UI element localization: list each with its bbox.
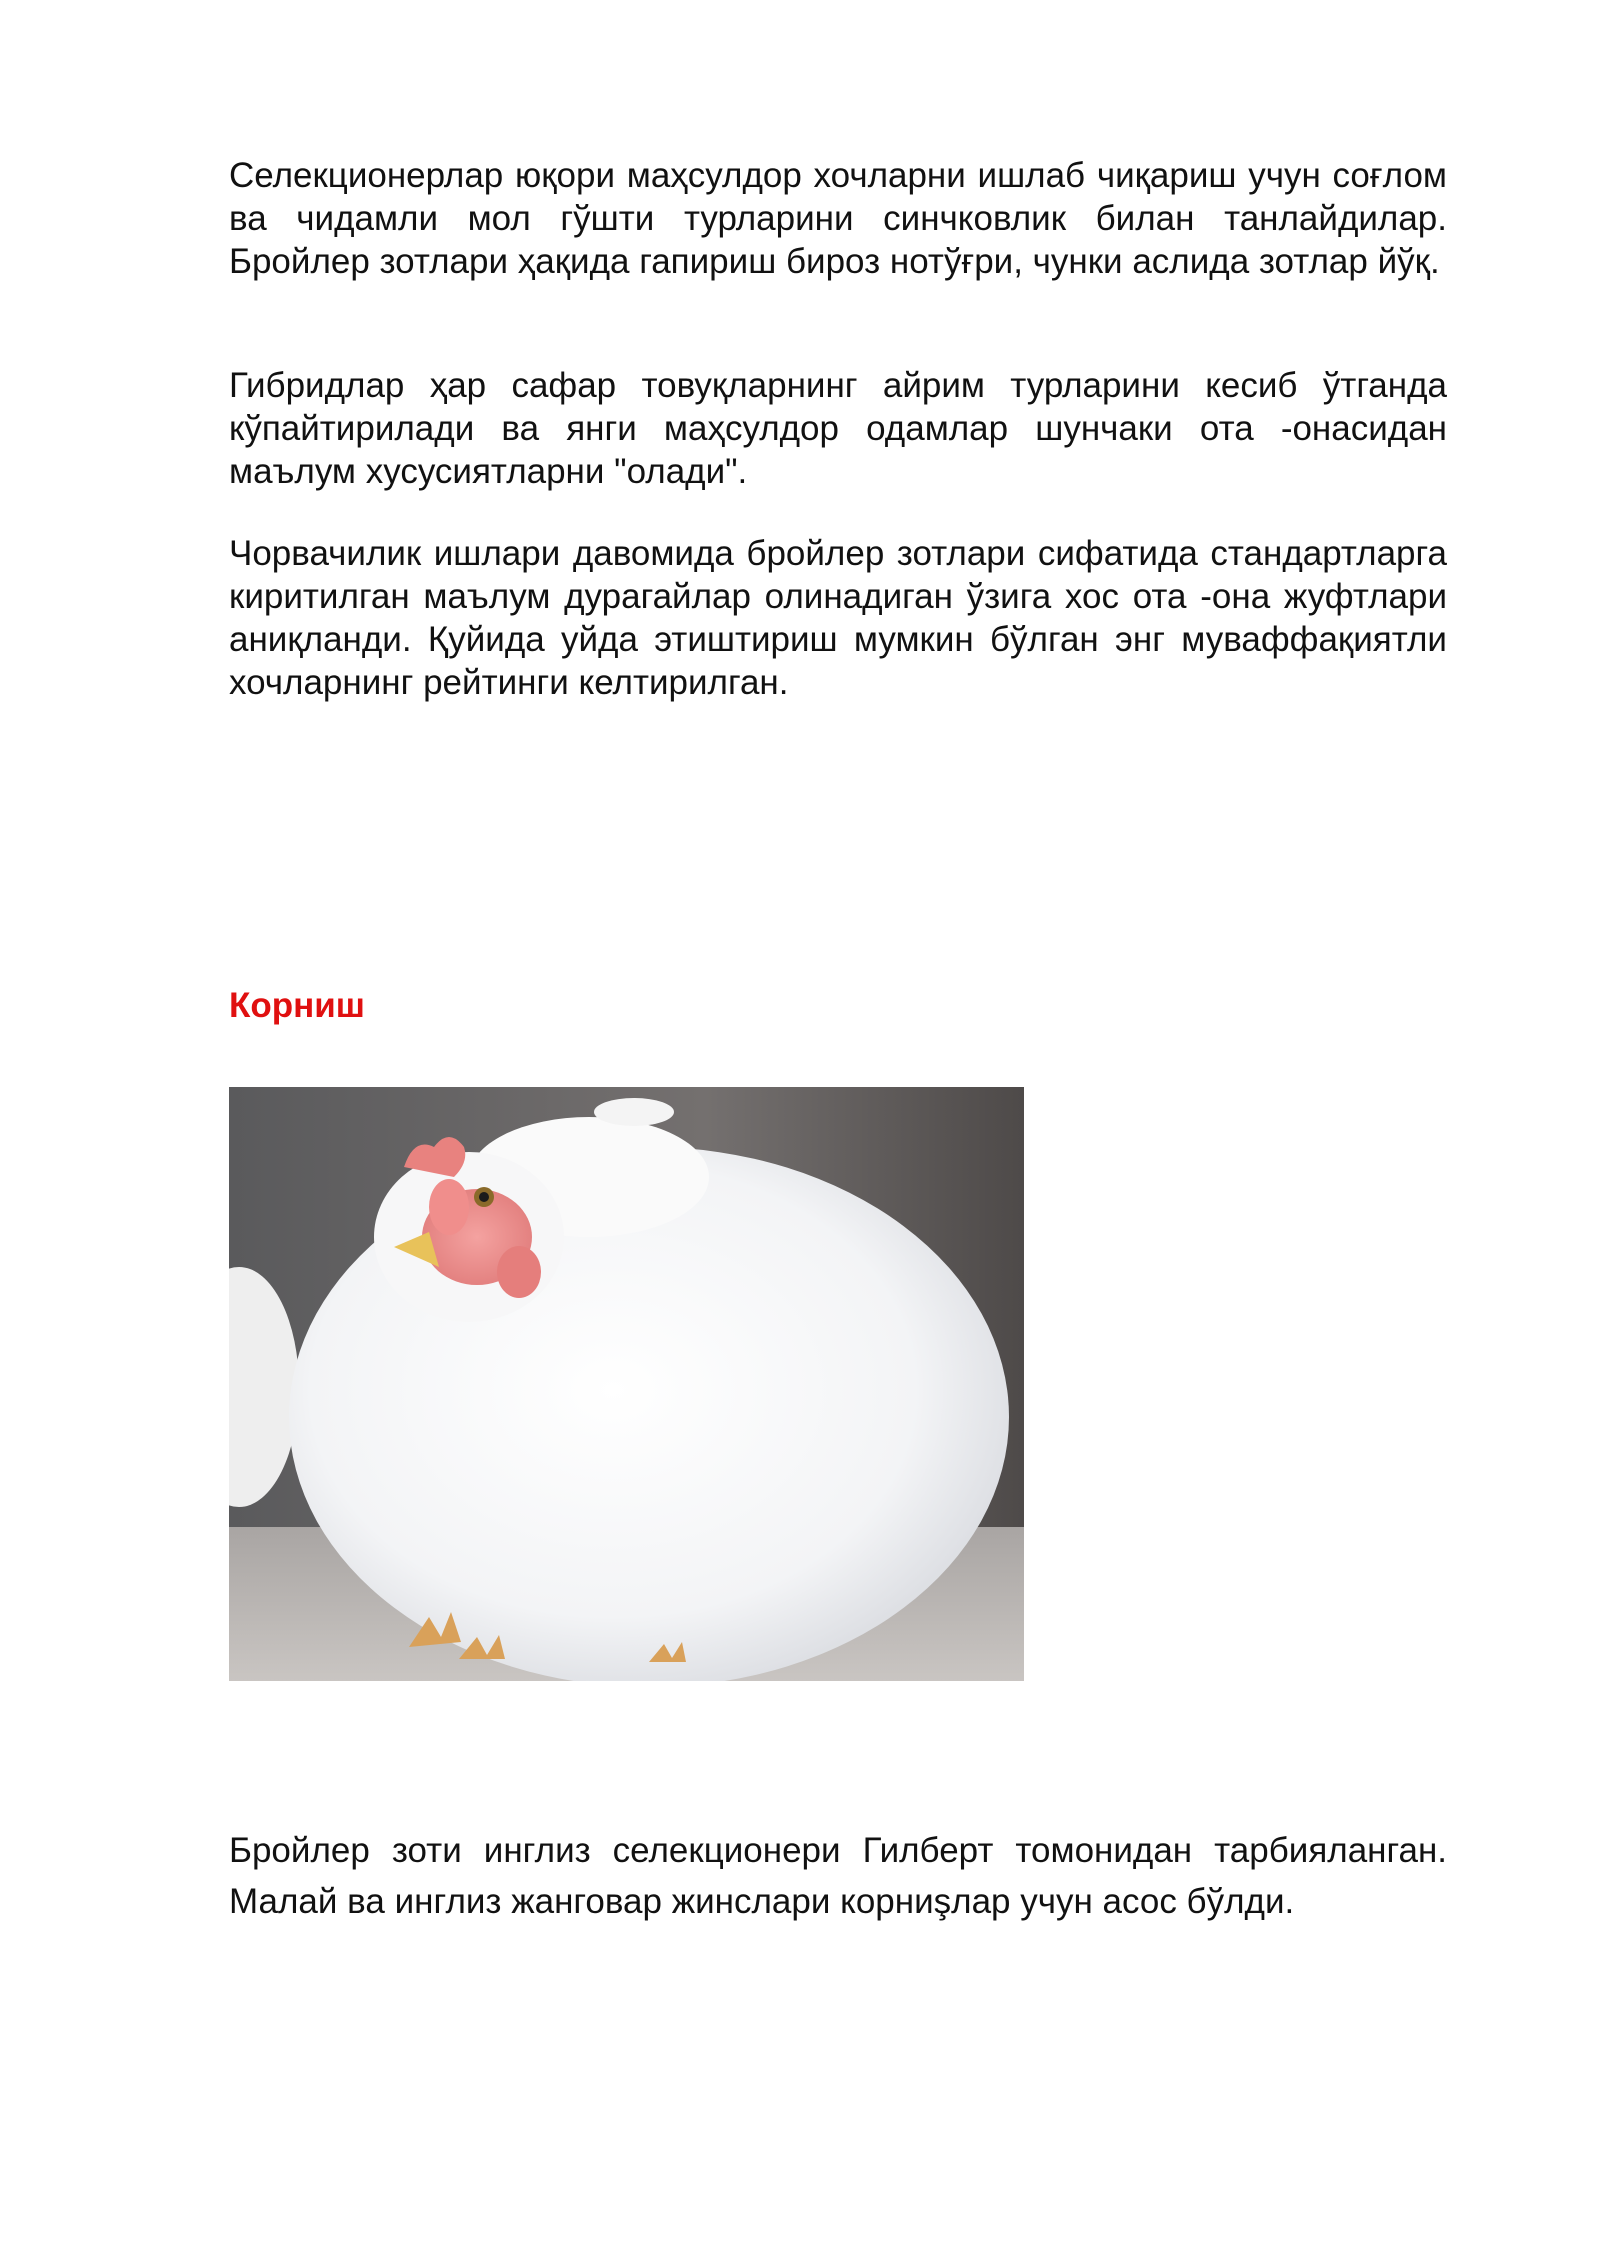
chicken-photo: [229, 1087, 1024, 1681]
paragraph-selection: Селекционерлар юқори маҳсулдор хочларни ишлаб чиқариш учун соғлом ва чидамли мол гўшти турларини синчковлик билан танлайдилар. Бройлер зотлари ҳақида гапириш бироз нотўғри, чунки аслида зотлар йўқ.: [229, 156, 1447, 281]
paragraph-hybrids: Гибридлар ҳар сафар товуқларнинг айрим турларини кесиб ўтганда кўпайтирилади ва янги маҳсулдор одамлар шунчаки ота -онасидан маълум хусусиятларни "олади".: [229, 366, 1447, 491]
paragraph-breeding: Чорвачилик ишлари давомида бройлер зотлари сифатида стандартларга киритилган маълум дурагайлар олинадиган ўзига хос ота -она жуфтлари аниқланди. Қуйида уйда этиштириш мумкин бўлган энг муваффақиятли хочларнинг рейтинги келтирилган.: [229, 534, 1447, 702]
paragraph-cornish-origin: Бройлер зоти инглиз селекционери Гилберт томонидан тарбияланган. Малай ва инглиз жанговар жинслари корниşлар учун асос бўлди.: [229, 1831, 1447, 1921]
section-heading-cornish: Корниш: [229, 986, 365, 1025]
